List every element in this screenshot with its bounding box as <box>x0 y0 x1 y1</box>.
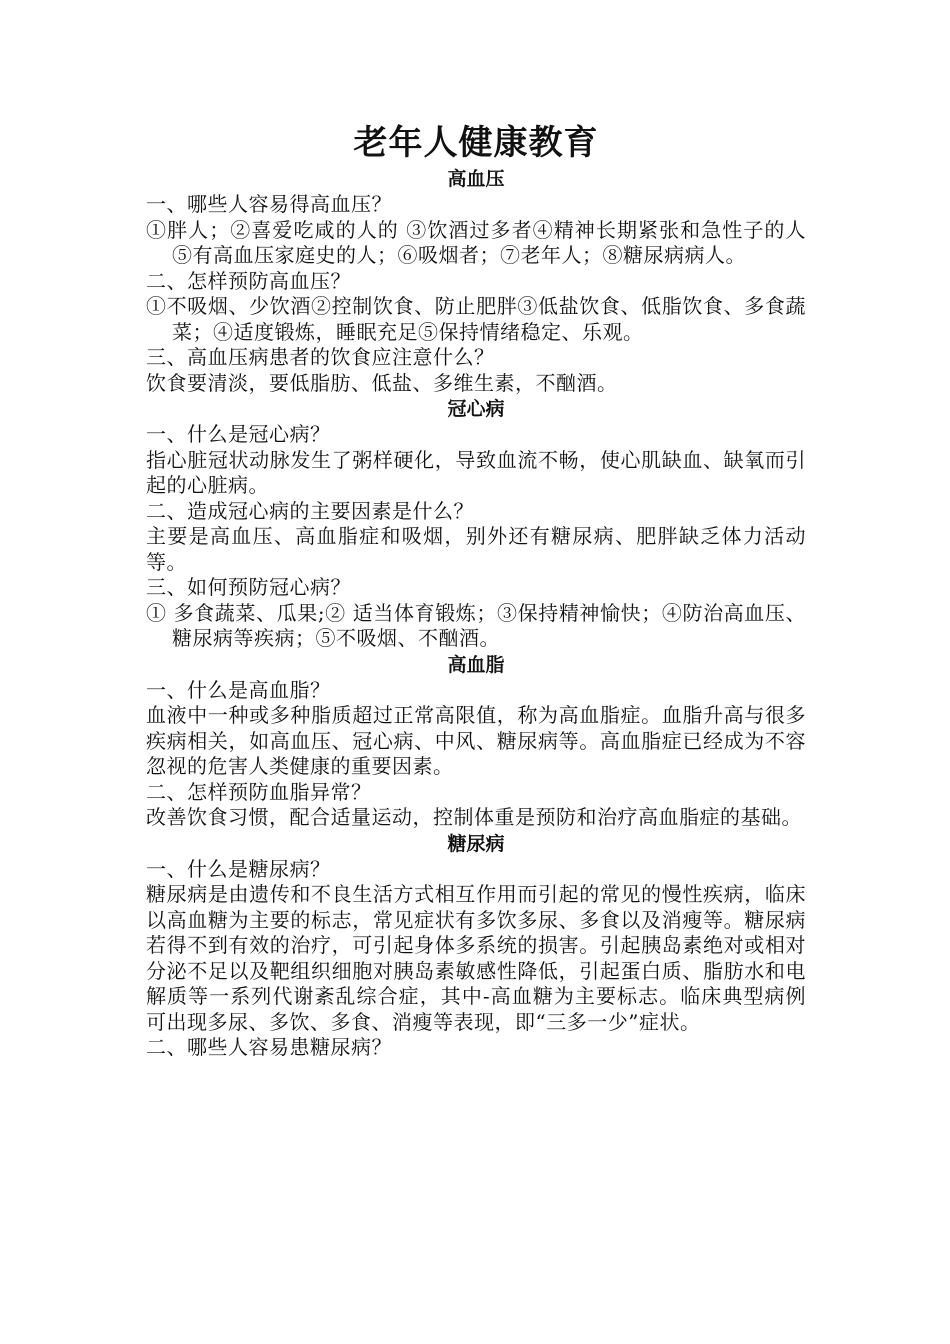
question: 二、造成冠心病的主要因素是什么？ <box>146 498 474 523</box>
question: 三、高血压病患者的饮食应注意什么？ <box>146 345 495 369</box>
question: 一、什么是高血脂？ <box>146 677 331 702</box>
document-page <box>146 120 806 1061</box>
numbered-list: ①胖人；②喜爱吃咸的人的 ③饮酒过多者④精神长期紧张和急性子的人⑤有高血压家庭史的人；⑥吸烟者；⑦老年人；⑧糖尿病病人。 <box>146 217 806 267</box>
answer-paragraph: 饮食要清淡，要低脂肪、低盐、多维生素，不酗酒。 <box>146 370 618 395</box>
section-diabetes <box>146 831 806 1061</box>
question: 一、哪些人容易得高血压？ <box>146 192 392 216</box>
numbered-list: ①不吸烟、少饮酒②控制饮食、防止肥胖③低盐饮食、低脂饮食、多食蔬菜；④适度锻炼，睡眠充足⑤保持情绪稳定、乐观。 <box>146 294 806 344</box>
document-title: 老年人健康教育 <box>353 123 599 163</box>
question: 三、如何预防冠心病？ <box>146 575 351 599</box>
answer-paragraph: 糖尿病是由遗传和不良生活方式相互作用而引起的常见的慢性疾病，临床以高血糖为主要的标志，常见症状有多饮多尿、多食以及消瘦等。糖尿病若得不到有效的治疗，可引起身体多系统的损害。引起胰岛素绝对或相对分泌不足以及靶组织细胞对胰岛素敏感性降低，引起蛋白质、脂肪水和电解质等一系列代谢紊乱综合症，其中-高血糖为主要标志。临床典型病例可出现多尿、多饮、多食、消瘦等表现，即“三多一少”症状。 <box>146 882 806 1034</box>
section-heading: 高血压 <box>447 168 505 190</box>
question: 二、怎样预防血脂异常？ <box>146 779 372 804</box>
section-coronary-heart-disease <box>146 396 806 652</box>
answer-paragraph: 改善饮食习惯，配合适量运动，控制体重是预防和治疗高血脂症的基础。 <box>146 805 802 829</box>
answer-paragraph: 血液中一种或多种脂质超过正常高限值，称为高血脂症。血脂升高与很多疾病相关，如高血压、冠心病、中风、糖尿病等。高血脂症已经成为不容忽视的危害人类健康的重要因素。 <box>146 703 806 778</box>
question: 二、哪些人容易患糖尿病？ <box>146 1035 392 1059</box>
question: 一、什么是糖尿病？ <box>146 856 331 881</box>
numbered-list: ① 多食蔬菜、瓜果;② 适当体育锻炼；③保持精神愉快；④防治高血压、糖尿病等疾病；⑤不吸烟、不酗酒。 <box>146 600 806 650</box>
answer-paragraph: 指心脏冠状动脉发生了粥样硬化，导致血流不畅，使心肌缺血、缺氧而引起的心脏病。 <box>146 447 806 497</box>
section-heading: 糖尿病 <box>447 832 505 855</box>
question: 一、什么是冠心病？ <box>146 422 331 446</box>
section-hyperlipidemia <box>146 652 806 831</box>
section-heading: 高血脂 <box>447 653 505 676</box>
section-hypertension <box>146 166 806 396</box>
section-heading: 冠心病 <box>447 398 505 420</box>
answer-paragraph: 主要是高血压、高血脂症和吸烟，别外还有糖尿病、肥胖缺乏体力活动等。 <box>146 524 806 574</box>
question: 二、怎样预防高血压？ <box>146 268 351 293</box>
